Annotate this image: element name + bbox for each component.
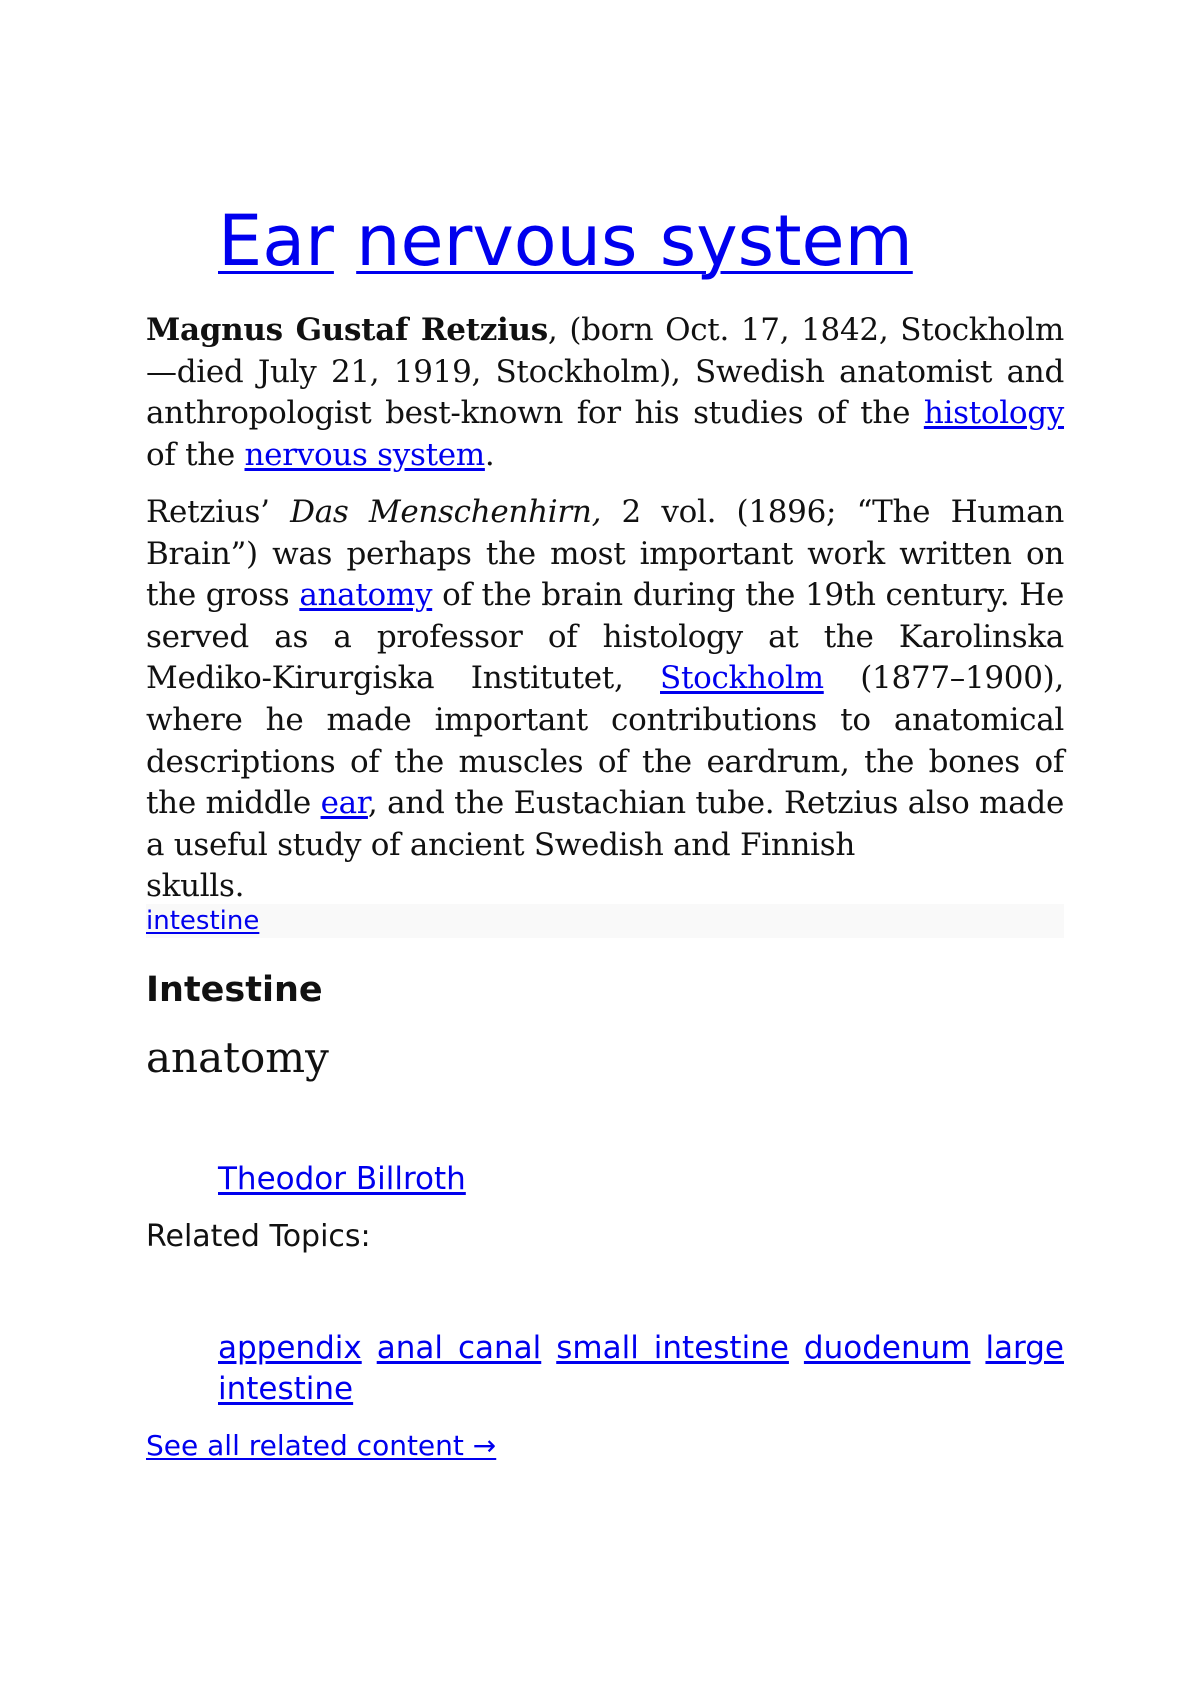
paragraph-text: 2 vol. (1896; “The Human Brain”) was perhaps the most important work written on the gross [146, 494, 1064, 614]
tag-link-intestine[interactable]: intestine [146, 906, 260, 936]
work-paragraph [146, 492, 1064, 908]
paragraph-text: skulls. [146, 868, 245, 905]
see-all-related-link[interactable]: See all related content → [146, 1429, 497, 1462]
related-topics-label: Related Topics: [146, 1219, 371, 1254]
paragraph-text: . [484, 436, 495, 473]
paragraph-text: , (born Oct. 17, 1842, Stockholm—died July 21, 1919, Stockholm), Swedish anatomist and anthropologist best-known for his studies of the [146, 312, 1064, 432]
paragraph-text: of the [146, 436, 245, 473]
link-nervous-system[interactable]: nervous system [244, 436, 485, 473]
link-ear[interactable]: ear [320, 785, 368, 822]
work-title: Das Menschenhirn, [290, 494, 602, 530]
page-title [218, 198, 913, 284]
paragraph-text: Retzius’ [146, 494, 291, 530]
related-topic-link[interactable]: anal canal [376, 1330, 542, 1366]
related-topics-list [218, 1328, 1064, 1410]
person-link-row [218, 1158, 466, 1200]
related-topic-link[interactable]: appendix [218, 1330, 362, 1366]
title-link-ear[interactable]: Ear [218, 200, 334, 282]
title-link-nervous-system[interactable]: nervous system [356, 200, 913, 282]
paragraph-text: (1877–1900), where he made important contributions to anatomical descriptions of the muscles of the eardrum, the bones of the middle [146, 660, 1064, 822]
biography-paragraph [146, 310, 1064, 476]
topic-subheading: anatomy [146, 1033, 329, 1082]
related-topic-link[interactable]: duodenum [803, 1330, 971, 1366]
see-all-row [146, 1426, 496, 1466]
related-topic-link[interactable]: large intestine [218, 1330, 1064, 1407]
link-theodor-billroth[interactable]: Theodor Billroth [218, 1161, 466, 1197]
person-name: Magnus Gustaf Retzius [146, 312, 548, 348]
paragraph-text: , and the Eustachian tube. Retzius also made a useful study of ancient Swedish and Finnish [146, 785, 1065, 863]
link-anatomy[interactable]: anatomy [299, 577, 433, 614]
link-histology[interactable]: histology [923, 395, 1064, 432]
tag-bar [146, 904, 1064, 938]
topic-heading: Intestine [146, 970, 323, 1010]
paragraph-text: of the brain during the 19th century. He served as a professor of histology at the Karolinska Mediko-Kirurgiska Institutet, [146, 577, 1064, 697]
link-stockholm[interactable]: Stockholm [660, 660, 824, 697]
related-topic-link[interactable]: small intestine [556, 1330, 789, 1366]
